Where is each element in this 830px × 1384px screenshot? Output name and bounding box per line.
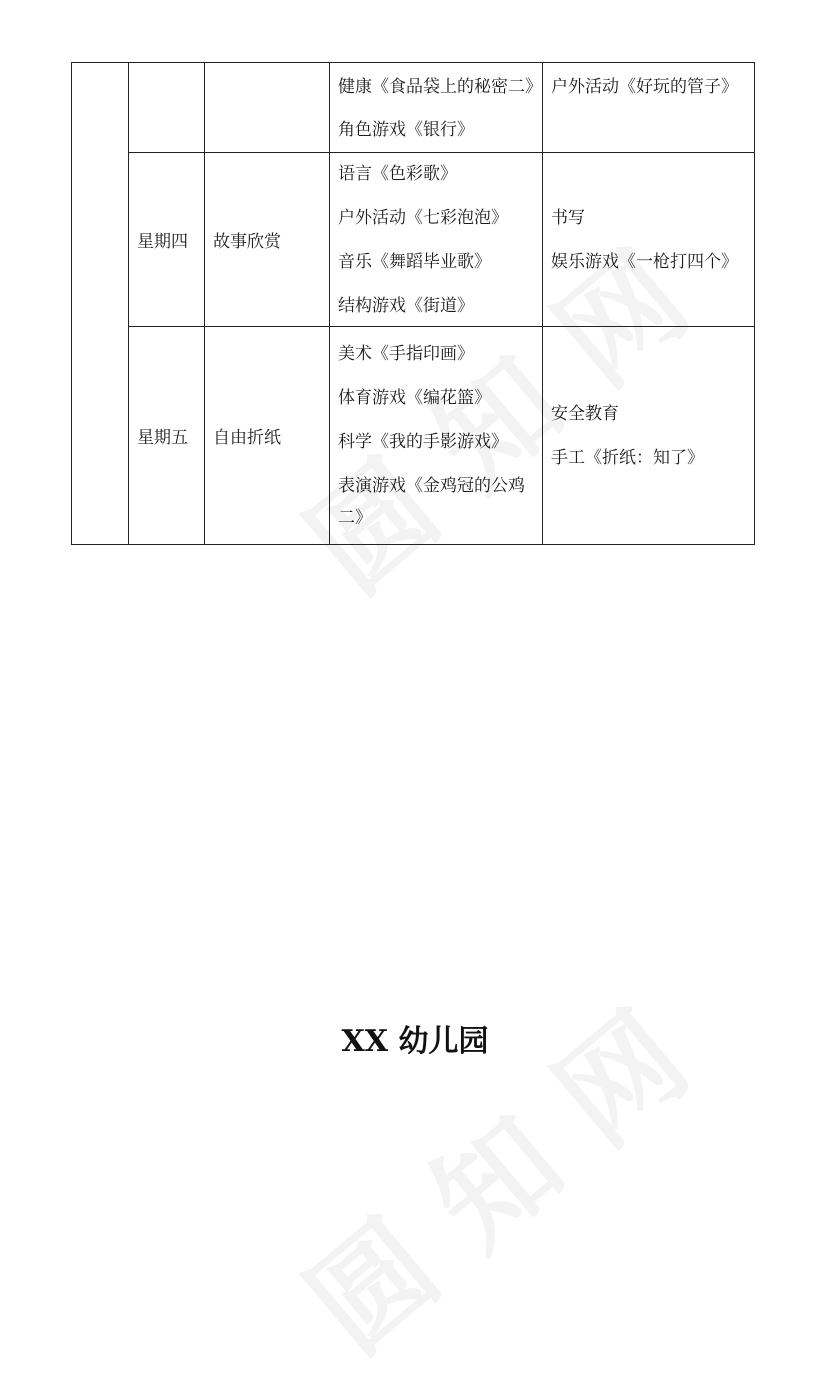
table-row bbox=[72, 327, 755, 545]
activity-item: 结构游戏《街道》 bbox=[338, 295, 474, 316]
afternoon-cell bbox=[543, 63, 755, 153]
activities-cell bbox=[330, 153, 543, 327]
activity-item: 科学《我的手影游戏》 bbox=[338, 431, 508, 452]
activities-cell bbox=[330, 327, 543, 545]
day-cell: 星期四 bbox=[129, 153, 205, 327]
afternoon-cell bbox=[543, 153, 755, 327]
activity-item: 体育游戏《编花篮》 bbox=[338, 387, 491, 408]
story-cell bbox=[205, 63, 330, 153]
weekly-schedule-table bbox=[71, 62, 755, 545]
afternoon-item: 手工《折纸：知了》 bbox=[551, 447, 704, 468]
activity-item: 表演游戏《金鸡冠的公鸡 bbox=[338, 475, 525, 496]
activity-item: 角色游戏《银行》 bbox=[338, 120, 474, 140]
activity-item: 二》 bbox=[338, 507, 372, 528]
activity-item: 户外活动《七彩泡泡》 bbox=[338, 207, 508, 228]
story-cell: 自由折纸 bbox=[205, 327, 330, 545]
activity-item: 健康《食品袋上的秘密二》 bbox=[338, 77, 542, 97]
table-row bbox=[72, 153, 755, 327]
afternoon-item: 娱乐游戏《一枪打四个》 bbox=[551, 251, 738, 272]
afternoon-item: 安全教育 bbox=[551, 403, 619, 424]
activity-item: 美术《手指印画》 bbox=[338, 343, 474, 364]
story-cell: 故事欣赏 bbox=[205, 153, 330, 327]
day-cell: 星期五 bbox=[129, 327, 205, 545]
day-cell bbox=[129, 63, 205, 153]
afternoon-item: 户外活动《好玩的管子》 bbox=[551, 77, 738, 97]
merged-week-cell bbox=[72, 63, 129, 545]
table-row bbox=[72, 63, 755, 153]
afternoon-cell bbox=[543, 327, 755, 545]
kindergarten-title: XX 幼儿园 bbox=[341, 1024, 489, 1059]
activity-item: 音乐《舞蹈毕业歌》 bbox=[338, 251, 491, 272]
activities-cell bbox=[330, 63, 543, 153]
afternoon-item: 书写 bbox=[551, 207, 585, 228]
activity-item: 语言《色彩歌》 bbox=[338, 163, 457, 184]
